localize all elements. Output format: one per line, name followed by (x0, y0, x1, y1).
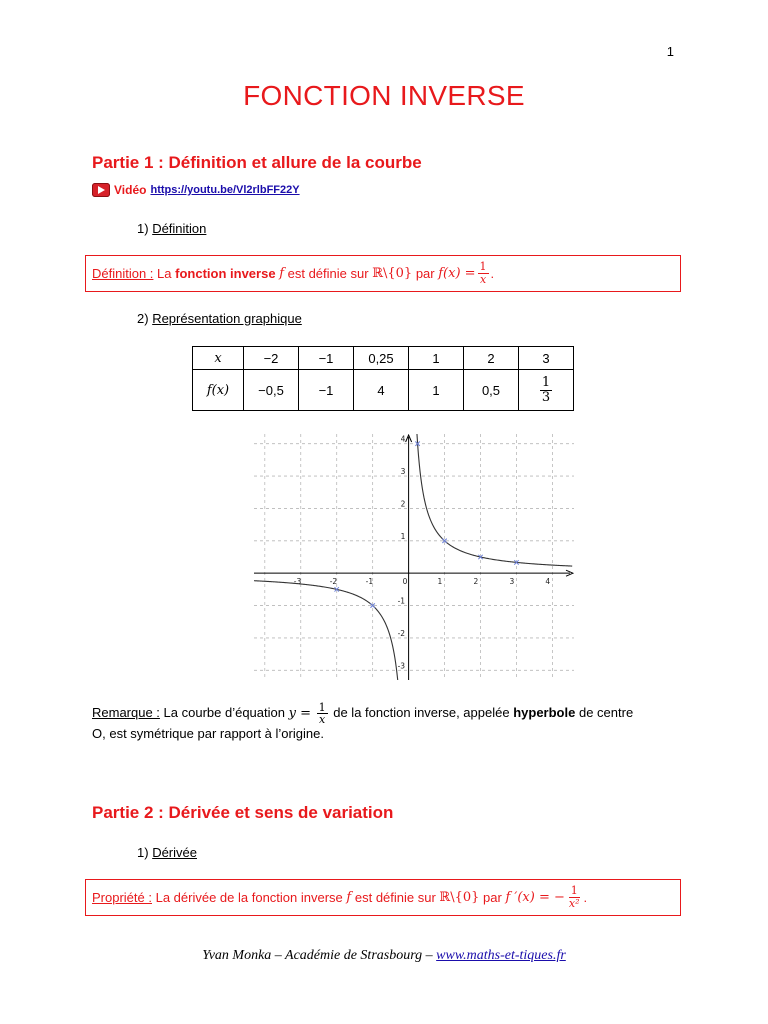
table-cell: 2 (464, 347, 519, 370)
section-definition-heading (137, 221, 206, 236)
video-link[interactable]: https://youtu.be/Vl2rlbFF22Y (150, 184, 300, 196)
graph-curves (254, 434, 572, 680)
page-title: FONCTION INVERSE (243, 80, 525, 111)
property-domain: ℝ\{0} (439, 890, 480, 905)
fraction-denominator: x (479, 273, 487, 286)
graph-axes (254, 435, 573, 680)
y-tick-label: -3 (397, 661, 406, 671)
video-label: Vidéo (114, 183, 147, 197)
section-label: Représentation graphique (152, 311, 302, 326)
remark-text1: La courbe d’équation (163, 705, 285, 720)
definition-f: f (279, 266, 284, 281)
y-tick-label: 1 (400, 531, 406, 541)
definition-box (85, 255, 681, 292)
hyperbola-graph (254, 434, 574, 680)
table-cell: 0,5 (464, 370, 519, 411)
footer-text: Yvan Monka – Académie de Strasbourg – (202, 948, 433, 963)
remark-text3: de centre (578, 705, 634, 720)
property-text1: La dérivée de la fonction inverse (155, 890, 343, 905)
remark-label: Remarque : (92, 705, 160, 720)
remark-fraction (317, 702, 328, 726)
x-tick-label: 4 (545, 577, 551, 587)
page-number: 1 (666, 44, 674, 59)
definition-domain: ℝ\{0} (372, 266, 413, 281)
table-cell: 1 (409, 370, 464, 411)
y-tick-label: 2 (400, 499, 406, 509)
remark-y: y = (288, 706, 311, 721)
property-end: . (583, 890, 588, 905)
table-cell: −2 (244, 347, 299, 370)
property-text3: par (483, 890, 502, 905)
definition-text3: par (415, 266, 435, 281)
footer-link[interactable]: www.maths-et-tiques.fr (436, 948, 566, 963)
section-number: 2) (137, 311, 149, 326)
fraction-numerator: 1 (541, 374, 551, 390)
section-derivative-heading (137, 845, 197, 860)
fraction-denominator: x² (568, 897, 580, 910)
remark-line2: O, est symétrique par rapport à l’origine. (92, 726, 324, 741)
values-table (192, 346, 574, 411)
graph-ticks (294, 435, 551, 671)
part1-title: Partie 1 : Définition et allure de la courbe (92, 153, 422, 172)
table-row-fx (193, 370, 574, 411)
play-icon[interactable] (92, 183, 110, 197)
section-number: 1) (137, 221, 149, 236)
table-cell: 4 (354, 370, 409, 411)
x-tick-label: 0 (402, 577, 408, 587)
table-cell: 0,25 (354, 347, 409, 370)
table-cell: −1 (299, 347, 354, 370)
table-header-x: x (193, 347, 244, 370)
x-tick-label: -3 (293, 577, 302, 587)
section-label: Définition (152, 221, 207, 236)
part2-title: Partie 2 : Dérivée et sens de variation (92, 803, 394, 822)
table-cell: −0,5 (244, 370, 299, 411)
x-tick-label: -2 (329, 577, 338, 587)
property-fpx: f ′(x) = − (505, 890, 565, 905)
definition-text2: est définie sur (287, 266, 369, 281)
property-label: Propriété : (92, 890, 152, 905)
table-row-x (193, 347, 574, 370)
fraction-numerator: 1 (479, 260, 487, 274)
section-label: Dérivée (152, 845, 197, 860)
graph-points (334, 442, 518, 608)
definition-end: . (490, 266, 495, 281)
curve-negative-branch (254, 581, 398, 680)
y-tick-label: -2 (397, 628, 406, 638)
definition-bold: fonction inverse (175, 266, 276, 281)
property-box (85, 879, 681, 916)
remark-block (92, 700, 692, 741)
graph-grid (254, 434, 574, 680)
video-line (92, 183, 300, 197)
fraction-denominator: x (319, 713, 326, 727)
definition-text1: La (157, 266, 172, 281)
remark-text2: de la fonction inverse, appelée (333, 705, 510, 720)
x-tick-label: 3 (509, 577, 515, 587)
table-header-fx: f(x) (193, 370, 244, 411)
table-fraction (540, 376, 552, 404)
property-fraction (567, 885, 582, 909)
table-cell: −1 (299, 370, 354, 411)
definition-fraction (478, 261, 489, 285)
y-tick-label: 4 (400, 434, 406, 444)
remark-bold: hyperbole (513, 705, 576, 720)
fraction-denominator: 3 (541, 389, 551, 405)
remark-line1 (92, 700, 692, 727)
x-tick-label: -1 (365, 577, 374, 587)
x-tick-label: 1 (437, 577, 443, 587)
x-tick-label: 2 (473, 577, 479, 587)
curve-positive-branch (417, 434, 572, 566)
y-tick-label: -1 (397, 596, 406, 606)
definition-fx: f(x) = (438, 266, 476, 281)
property-f: f (346, 890, 352, 905)
table-cell: 1 (409, 347, 464, 370)
footer (0, 948, 768, 964)
fraction-numerator: 1 (318, 700, 326, 714)
table-cell-fraction (519, 370, 574, 411)
section-graph-heading (137, 311, 302, 326)
fraction-numerator: 1 (570, 884, 578, 898)
table-cell: 3 (519, 347, 574, 370)
property-text2: est définie sur (354, 890, 436, 905)
y-tick-label: 3 (400, 467, 406, 477)
section-number: 1) (137, 845, 149, 860)
definition-label: Définition : (92, 266, 154, 281)
